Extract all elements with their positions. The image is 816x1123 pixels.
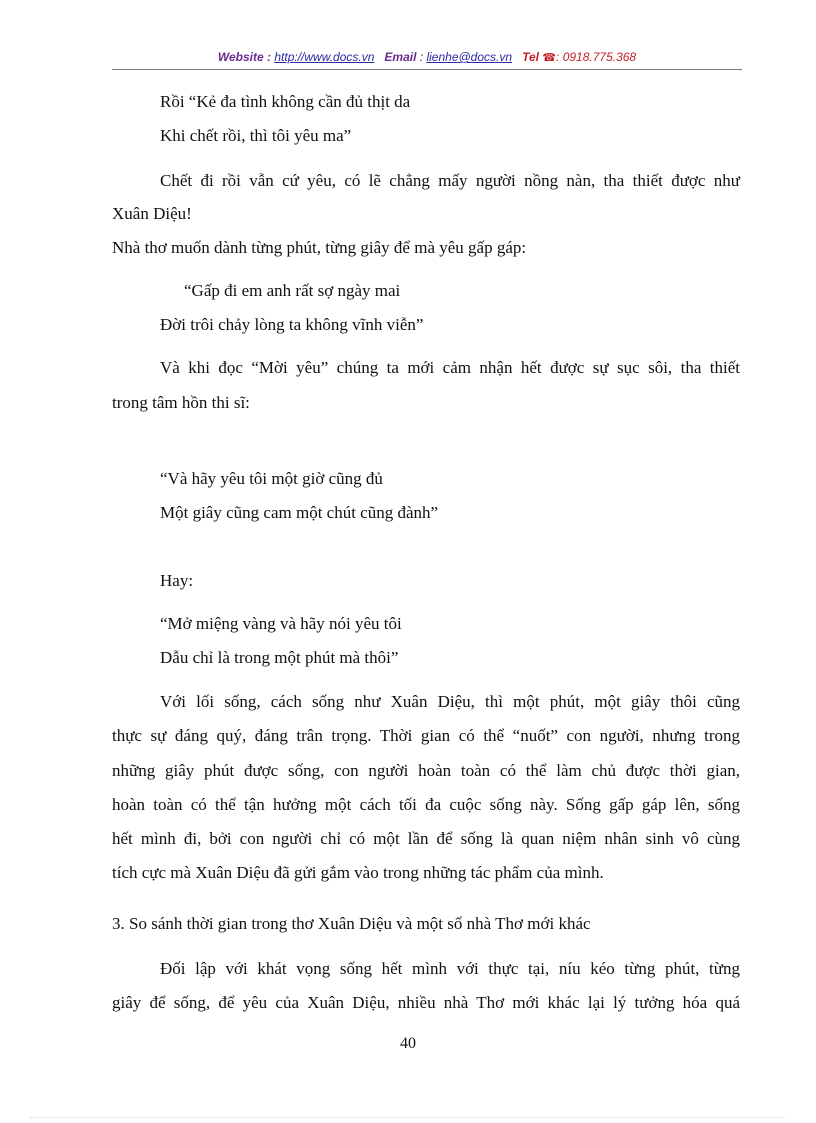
poem-line: Rồi “Kẻ đa tình không cần đủ thịt da [160,92,411,111]
email-label: Email [384,50,417,64]
email-link[interactable]: lienhe@docs.vn [426,50,513,64]
paragraph-line: hoàn toàn có thể tận hưởng một cách tối đa cuộc sống này. Sống gấp gáp lên, sống [112,795,740,814]
poem-line: Một giây cũng cam một chút cũng đành” [160,503,439,522]
phone-icon: ☎ [542,52,557,64]
paragraph-line: Xuân Diệu! [112,204,192,223]
page-header [112,50,742,64]
paragraph-line: Chết đi rồi vẫn cứ yêu, có lẽ chẳng mấy người nồng nàn, tha thiết được như [160,171,740,190]
poem-line: “Gấp đi em anh rất sợ ngày mai [184,281,401,300]
website-link[interactable]: http://www.docs.vn [274,50,375,64]
phone-number: 0918.775.368 [562,50,637,64]
page-bottom-divider [30,1117,786,1118]
email-separator: : [419,50,424,64]
poem-line: Đời trôi chảy lòng ta không vĩnh viễn” [160,315,424,334]
tel-label: Tel [522,50,539,64]
poem-line: “Và hãy yêu tôi một giờ cũng đủ [160,469,383,488]
website-label: Website : [217,50,272,64]
section-heading: 3. So sánh thời gian trong thơ Xuân Diệu và một số nhà Thơ mới khác [112,914,591,933]
paragraph-line: trong tâm hồn thi sĩ: [112,393,250,412]
paragraph-line: Với lối sống, cách sống như Xuân Diệu, thì một phút, một giây thôi cũng [160,692,740,711]
paragraph-line: Hay: [160,571,194,590]
header-divider [112,69,742,70]
paragraph-line: hết mình đi, bởi con người chỉ có một lần để sống là quan niệm nhân sinh vô cùng [112,829,740,848]
poem-line: Khi chết rồi, thì tôi yêu ma” [160,126,352,145]
paragraph-line: giây để sống, để yêu của Xuân Diệu, nhiều nhà Thơ mới khác lại lý tưởng hóa quá [112,993,740,1012]
paragraph-line: Và khi đọc “Mời yêu” chúng ta mới cảm nhận hết được sự sục sôi, tha thiết [160,358,740,377]
poem-line: Dẫu chỉ là trong một phút mà thôi” [160,648,399,667]
page-number: 40 [400,1035,416,1052]
paragraph-line: thực sự đáng quý, đáng trân trọng. Thời gian có thể “nuốt” con người, nhưng trong [112,726,740,745]
paragraph-line: Đối lập với khát vọng sống hết mình với thực tại, níu kéo từng phút, từng [160,959,740,978]
paragraph-line: tích cực mà Xuân Diệu đã gửi gắm vào trong những tác phẩm của mình. [112,863,604,882]
paragraph-line: Nhà thơ muốn dành từng phút, từng giây để mà yêu gấp gáp: [112,238,527,257]
phone-separator: : [556,50,560,64]
poem-line: “Mở miệng vàng và hãy nói yêu tôi [160,614,402,633]
paragraph-line: những giây phút được sống, con người hoàn toàn có thể làm chủ được thời gian, [112,761,740,780]
